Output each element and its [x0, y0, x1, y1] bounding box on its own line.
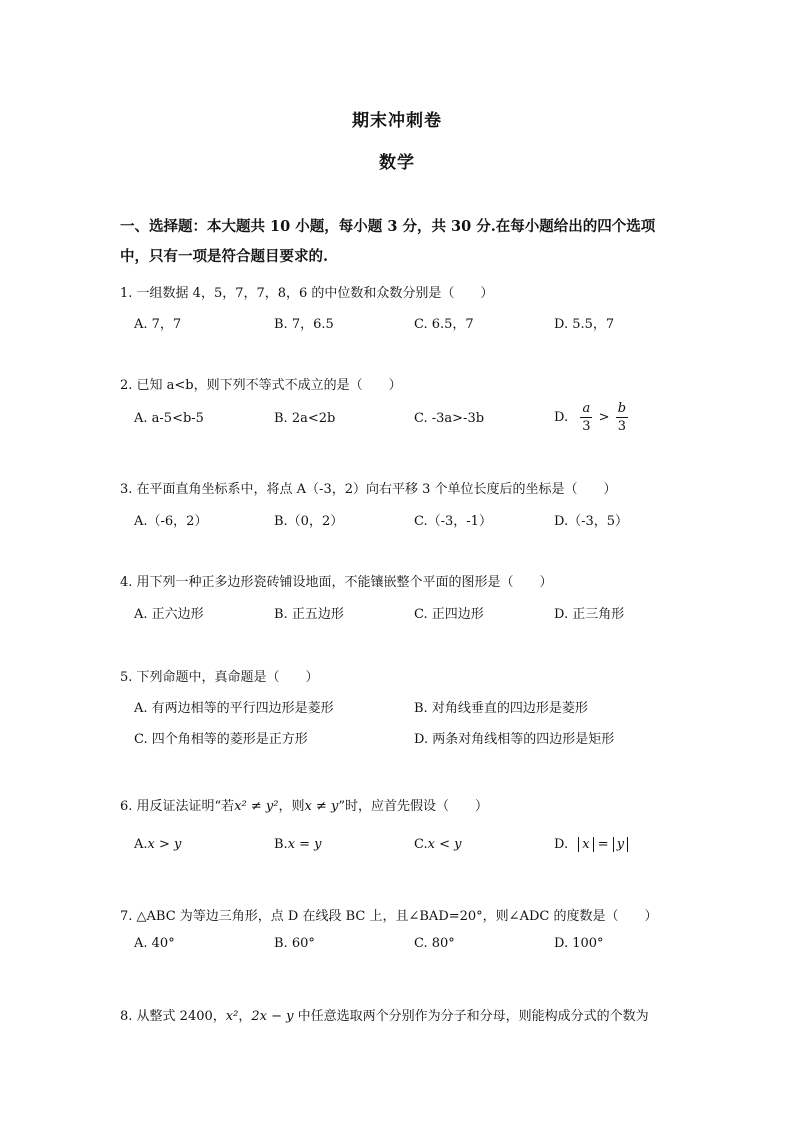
question-4-option-a: A. 正六边形: [134, 607, 204, 622]
abs-x: x: [578, 837, 593, 852]
exam-title: 期末冲刺卷: [352, 111, 442, 131]
question-7-option-a: A. 40°: [134, 936, 175, 951]
option-label: D.: [554, 837, 569, 852]
question-2-option-c: C. -3a>-3b: [414, 411, 485, 426]
fraction-b-over-3: [616, 400, 628, 435]
fraction-numerator: a: [582, 401, 591, 416]
option-math: x = y: [287, 837, 322, 852]
option-math: x < y: [427, 837, 462, 852]
stem-text: 8. 从整式 2400，: [120, 1009, 226, 1024]
question-7-option-c: C. 80°: [414, 936, 455, 951]
question-1-option-c: C. 6.5，7: [414, 317, 474, 332]
option-d-label: D.: [554, 410, 569, 425]
math-2x-minus-y: 2x − y: [251, 1009, 294, 1024]
question-2-stem: 2. 已知 a<b，则下列不等式不成立的是（ ）: [120, 378, 402, 393]
question-7-option-d: D. 100°: [554, 936, 604, 951]
question-5-option-d: D. 两条对角线相等的四边形是矩形: [414, 732, 615, 747]
question-1-option-d: D. 5.5，7: [554, 317, 615, 332]
stem-text: ，: [238, 1009, 252, 1024]
question-5-option-a: A. 有两边相等的平行四边形是菱形: [134, 701, 334, 716]
stem-text: 6. 用反证法证明“若: [120, 799, 235, 814]
stem-text: ”时，应首先假设（ ）: [338, 799, 488, 814]
question-5-option-b: B. 对角线垂直的四边形是菱形: [414, 701, 588, 716]
question-4-option-d: D. 正三角形: [554, 607, 625, 622]
question-3-option-a: A.（-6，2）: [134, 514, 208, 529]
math-x2-neq-y2: x² ≠ y²: [234, 799, 279, 814]
question-7-stem: 7. △ABC 为等边三角形，点 D 在线段 BC 上，且∠BAD=20°，则∠ADC 的度数是（ ）: [120, 909, 658, 924]
option-math: x > y: [147, 837, 182, 852]
question-3-option-d: D.（-3，5）: [554, 514, 629, 529]
question-5-option-c: C. 四个角相等的菱形是正方形: [134, 732, 308, 747]
question-2-option-a: A. a-5<b-5: [134, 411, 204, 426]
question-5-stem: 5. 下列命题中，真命题是（ ）: [120, 670, 319, 685]
question-6-option-d: [554, 837, 628, 852]
question-4-option-b: B. 正五边形: [274, 607, 344, 622]
question-1-option-a: A. 7，7: [134, 317, 182, 332]
question-6-stem: [120, 795, 488, 814]
math-x-neq-y: x ≠ y: [304, 799, 339, 814]
fraction-denominator: 3: [582, 419, 591, 434]
question-4-option-c: C. 正四边形: [414, 607, 484, 622]
question-2-option-b: B. 2a<2b: [274, 411, 336, 426]
question-1-option-b: B. 7，6.5: [274, 317, 334, 332]
question-4-stem: 4. 用下列一种正多边形瓷砖铺设地面，不能镶嵌整个平面的图形是（ ）: [120, 575, 553, 590]
fraction-numerator: b: [617, 401, 627, 416]
option-label: C.: [414, 837, 428, 852]
greater-than-sign: >: [598, 410, 610, 425]
question-3-stem: 3. 在平面直角坐标系中，将点 A（-3，2）向右平移 3 个单位长度后的坐标是（ ）: [120, 482, 617, 497]
question-1-stem: 1. 一组数据 4，5，7，7，8，6 的中位数和众数分别是（ ）: [120, 286, 494, 301]
question-3-option-b: B.（0，2）: [274, 514, 344, 529]
option-label: A.: [134, 837, 148, 852]
fraction-a-over-3: [580, 400, 592, 435]
stem-text: 中任意选取两个分别作为分子和分母，则能构成分式的个数为: [293, 1009, 649, 1024]
fraction-denominator: 3: [617, 419, 626, 434]
question-6-option-a: [134, 837, 181, 852]
stem-text: ，则: [278, 799, 305, 814]
abs-y: y: [613, 837, 628, 852]
question-7-option-b: B. 60°: [274, 936, 315, 951]
option-label: B.: [274, 837, 288, 852]
exam-subject: 数学: [379, 153, 415, 173]
question-8-stem: [120, 1005, 649, 1024]
question-6-option-c: [414, 837, 461, 852]
equals-sign: =: [597, 837, 609, 852]
section-heading: 一、选择题：本大题共 10 小题，每小题 3 分，共 30 分.在每小题给出的四个选项中，只有一项是符合题目要求的.: [120, 218, 656, 265]
question-3-option-c: C.（-3，-1）: [414, 514, 492, 529]
math-x-squared: x²: [225, 1009, 239, 1024]
question-6-option-b: [274, 837, 322, 852]
question-2-option-d: [554, 400, 628, 435]
